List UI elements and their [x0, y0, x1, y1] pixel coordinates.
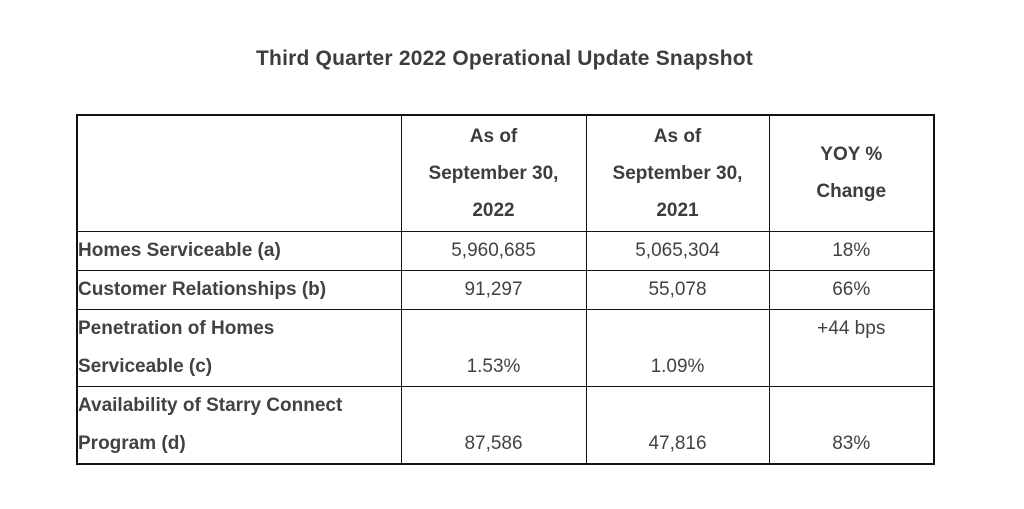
- header-as-of-2022: [401, 115, 586, 231]
- label-line: Program (d): [78, 432, 186, 454]
- label-line: Availability of Starry Connect: [78, 394, 343, 416]
- header-line: 2021: [656, 199, 699, 221]
- snapshot-table-container: [76, 114, 935, 465]
- header-as-of-2021: [586, 115, 769, 231]
- table-row: [77, 231, 934, 270]
- value-2022: 5,960,685: [401, 231, 586, 270]
- value-2022: [401, 309, 586, 386]
- header-yoy-change: [769, 115, 934, 231]
- row-label-homes-serviceable: Homes Serviceable (a): [77, 231, 401, 270]
- label-line: Penetration of Homes: [78, 317, 275, 339]
- value-yoy: [769, 309, 934, 386]
- value-text: 1.09%: [650, 355, 705, 377]
- table-row: [77, 270, 934, 309]
- value-text: 83%: [832, 432, 871, 454]
- row-label-starry-connect: [77, 386, 401, 464]
- label-line: Serviceable (c): [78, 355, 213, 377]
- header-line: YOY %: [820, 144, 883, 166]
- header-line: As of: [469, 125, 518, 147]
- value-text: 1.53%: [466, 355, 521, 377]
- value-2022: 91,297: [401, 270, 586, 309]
- value-2021: [586, 386, 769, 464]
- value-yoy: 18%: [769, 231, 934, 270]
- value-yoy: [769, 386, 934, 464]
- header-line: As of: [653, 125, 702, 147]
- header-metric: [77, 115, 401, 231]
- value-yoy: 66%: [769, 270, 934, 309]
- value-2022: [401, 386, 586, 464]
- value-2021: 5,065,304: [586, 231, 769, 270]
- header-line: September 30,: [428, 162, 559, 184]
- header-line: Change: [816, 181, 887, 203]
- value-text: +44 bps: [817, 317, 886, 339]
- row-label-customer-relationships: Customer Relationships (b): [77, 270, 401, 309]
- value-text: 47,816: [648, 432, 707, 454]
- table-row: [77, 386, 934, 464]
- value-text: 87,586: [464, 432, 523, 454]
- page-title: Third Quarter 2022 Operational Update Snapshot: [256, 47, 753, 70]
- operational-update-table: [76, 114, 935, 465]
- table-row: [77, 309, 934, 386]
- row-label-penetration: [77, 309, 401, 386]
- header-line: 2022: [472, 199, 515, 221]
- value-2021: 55,078: [586, 270, 769, 309]
- value-2021: [586, 309, 769, 386]
- header-line: September 30,: [612, 162, 743, 184]
- table-header-row: [77, 115, 934, 231]
